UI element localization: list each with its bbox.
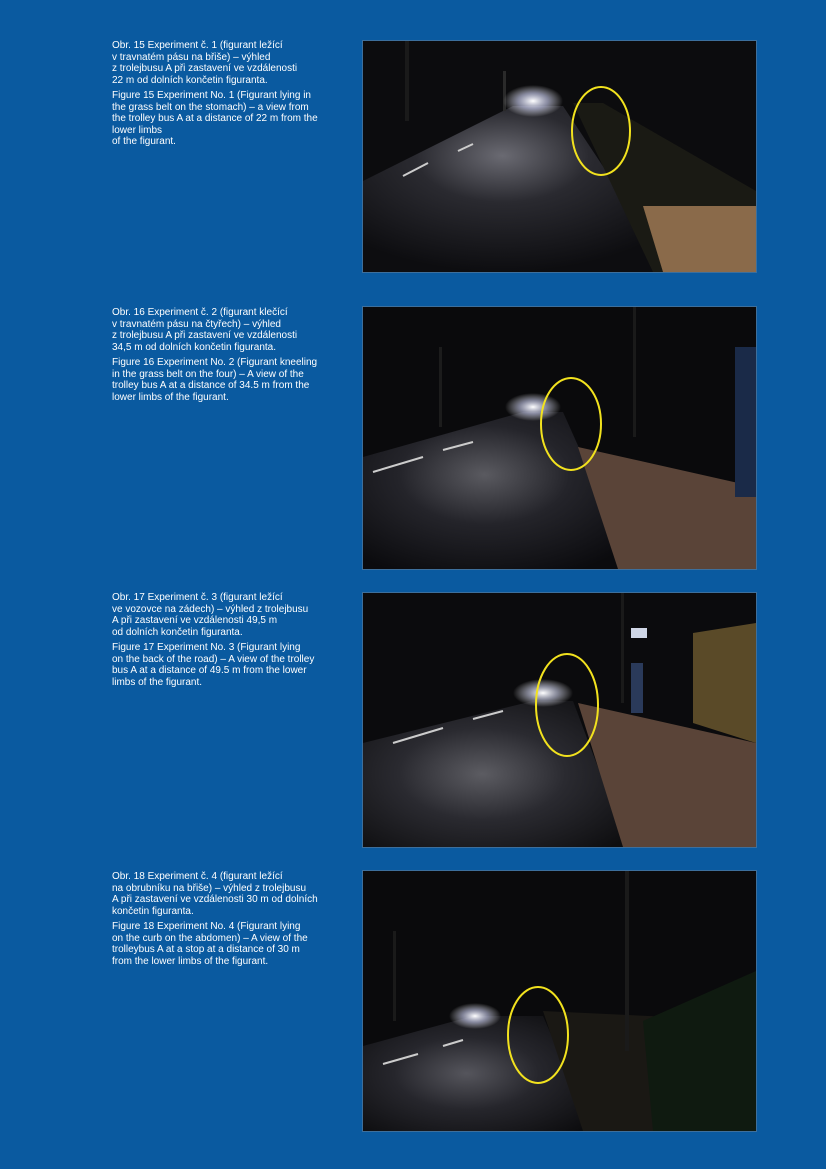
- figure-16-caption: [112, 307, 340, 407]
- figure-18-caption-cz: Obr. 18 Experiment č. 4 (figurant ležící na obrubníku na břiše) – výhled z trolejbusu A při zastavení ve vzdálenosti 30 m od dolních končetin figuranta.: [112, 871, 318, 917]
- figure-16-photo: [362, 306, 757, 570]
- figure-18-caption: [112, 871, 340, 971]
- figure-15-photo: [362, 40, 757, 273]
- figure-18-photo: [362, 870, 757, 1132]
- figure-16-caption-en: Figure 16 Experiment No. 2 (Figurant kneeling in the grass belt on the four) – A view of the trolley bus A at a distance of 34.5 m from the lower limbs of the figurant.: [112, 357, 318, 403]
- figure-16-caption-cz: Obr. 16 Experiment č. 2 (figurant klečící v travnatém pásu na čtyřech) – výhled z trolejbusu A při zastavení ve vzdálenosti 34,5 m od dolních končetin figuranta.: [112, 307, 298, 353]
- figure-15-caption-en: Figure 15 Experiment No. 1 (Figurant lying in the grass belt on the stomach) – a view from the trolley bus A at a distance of 22 m from the lower limbs of the figurant.: [112, 90, 318, 147]
- figure-15-caption: [112, 40, 340, 152]
- figure-18-caption-en: Figure 18 Experiment No. 4 (Figurant lying on the curb on the abdomen) – A view of the trolleybus A at a stop at a distance of 30 m from the lower limbs of the figurant.: [112, 921, 308, 967]
- figure-17-caption-cz: Obr. 17 Experiment č. 3 (figurant ležící ve vozovce na zádech) – výhled z trolejbusu A při zastavení ve vzdálenosti 49,5 m od dolních končetin figuranta.: [112, 592, 309, 638]
- figure-17-caption: [112, 592, 340, 692]
- figure-17-photo: [362, 592, 757, 848]
- figure-17-caption-en: Figure 17 Experiment No. 3 (Figurant lying on the back of the road) – A view of the trolley bus A at a distance of 49.5 m from the lower limbs of the figurant.: [112, 642, 315, 688]
- figure-15-caption-cz: Obr. 15 Experiment č. 1 (figurant ležící v travnatém pásu na břiše) – výhled z trolejbusu A při zastavení ve vzdálenosti 22 m od dolních končetin figuranta.: [112, 40, 298, 86]
